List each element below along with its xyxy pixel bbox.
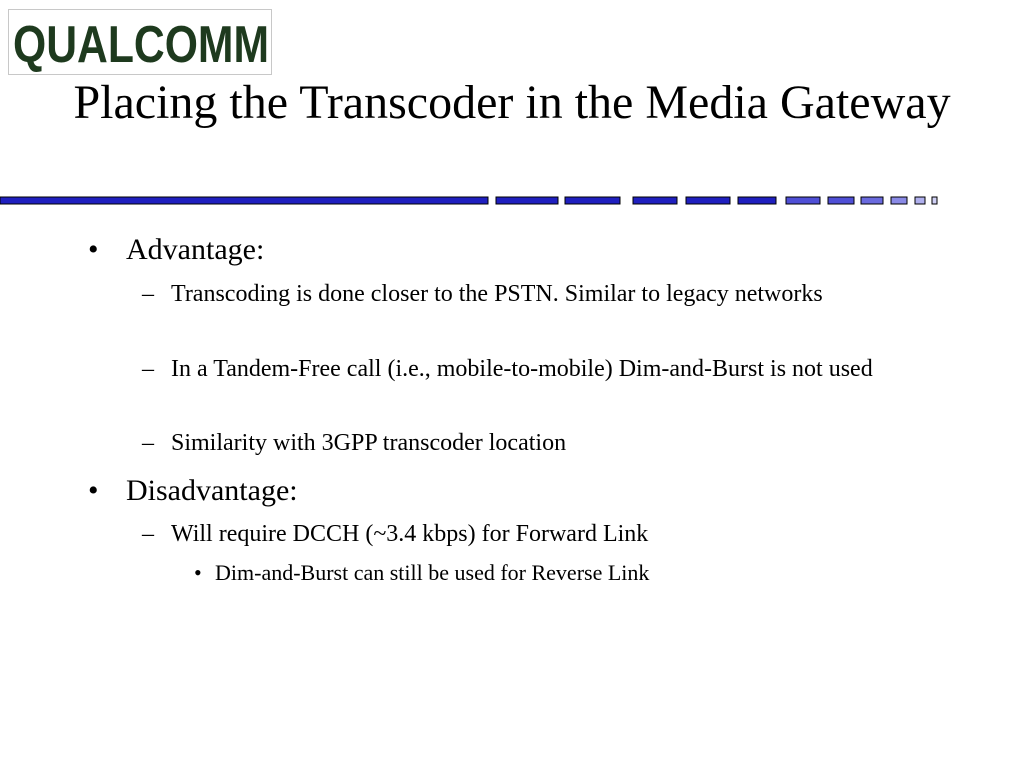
dash-marker: – — [142, 521, 154, 547]
sub-bullet-text: In a Tandem-Free call (i.e., mobile-to-mobile) Dim-and-Burst is not used — [171, 356, 873, 382]
dash-marker: – — [142, 356, 154, 382]
bullet-marker: • — [88, 474, 99, 507]
sub-sub-bullet-text: Dim-and-Burst can still be used for Reverse Link — [215, 560, 650, 585]
bullet-marker: • — [88, 233, 99, 266]
bullet-text: Disadvantage: — [126, 474, 298, 507]
bullet-marker: • — [194, 560, 202, 585]
dash-marker: – — [142, 430, 154, 456]
slide-title: Placing the Transcoder in the Media Gateway — [73, 76, 951, 129]
dash-marker: – — [142, 281, 154, 307]
sub-bullet-text: Similarity with 3GPP transcoder location — [171, 430, 567, 456]
bullet-text: Advantage: — [126, 233, 265, 266]
sub-bullet-text: Will require DCCH (~3.4 kbps) for Forward Link — [171, 521, 649, 547]
sub-bullet-text: Transcoding is done closer to the PSTN. Similar to legacy networks — [171, 281, 823, 307]
logo-wordmark: QUALCOMM — [13, 16, 269, 74]
